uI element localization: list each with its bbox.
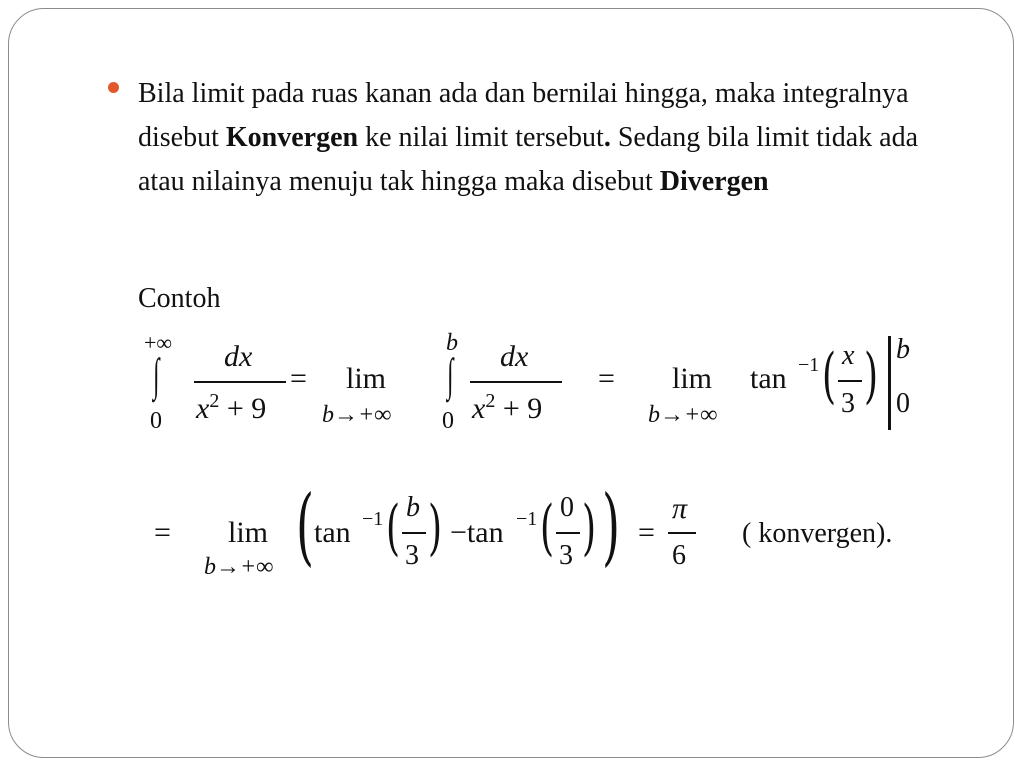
right-paren-b: )	[428, 493, 443, 563]
tan-function: tan	[750, 362, 787, 395]
lim-subscript-2: b→+∞	[648, 402, 718, 428]
frac-x-numerator: x	[842, 340, 855, 371]
bold-period: .	[603, 122, 611, 153]
fraction-denominator-2	[472, 390, 542, 426]
inverse-exponent-2: −1	[362, 508, 384, 530]
bullet-text-part3: Sedang bila limit tidak ada atau nilainya menuju tak hingga maka disebut	[138, 122, 918, 197]
equation-row-2	[150, 477, 940, 586]
example-label: Contoh	[138, 283, 221, 314]
denominator-rest-2: + 9	[495, 392, 543, 425]
lim-label-3: lim	[228, 516, 269, 549]
frac-b-bar	[402, 532, 426, 534]
integral-sign: ∫	[153, 349, 160, 400]
fraction-numerator: dx	[224, 340, 253, 373]
integral-lower-limit: 0	[150, 408, 162, 434]
denominator-x: x	[196, 392, 210, 425]
equals-sign-3: =	[154, 516, 171, 549]
bullet-text	[138, 72, 918, 204]
frac-0-denominator: 3	[559, 540, 573, 571]
equals-sign-1: =	[290, 362, 307, 395]
evaluation-bar	[888, 336, 891, 430]
denominator-x-2: x	[472, 392, 486, 425]
bullet-dot-icon	[108, 82, 119, 93]
integral-lower-limit-2: 0	[442, 408, 454, 434]
tan-function-2: tan	[314, 516, 351, 549]
term-konvergen: Konvergen	[225, 122, 359, 153]
frac-0-bar	[556, 532, 580, 534]
right-paren-0: )	[582, 493, 597, 563]
denominator-exponent: 2	[209, 390, 220, 412]
evaluation-lower: 0	[896, 388, 910, 419]
denominator-rest: + 9	[219, 392, 267, 425]
evaluation-upper: b	[896, 334, 910, 365]
integral-upper-limit: +∞	[144, 330, 173, 355]
inverse-exponent-3: −1	[516, 508, 538, 530]
bullet-text-part2: ke nilai limit tersebut	[358, 122, 604, 153]
left-paren-b: (	[386, 493, 401, 563]
frac-b-numerator: b	[406, 492, 420, 523]
pi-numerator: π	[672, 492, 688, 525]
denominator-exponent-2: 2	[485, 390, 496, 412]
left-paren: (	[822, 341, 837, 411]
integral-upper-b: b	[446, 330, 458, 356]
frac-x-bar	[838, 380, 862, 382]
lim-label-2: lim	[672, 362, 713, 395]
term-divergen: Divergen	[659, 166, 769, 197]
outer-left-paren: (	[296, 477, 315, 575]
frac-0-numerator: 0	[560, 492, 574, 523]
pi-fraction-bar	[668, 532, 696, 534]
lim-subscript-1: b→+∞	[322, 402, 392, 428]
pi-denominator: 6	[672, 540, 686, 571]
fraction-denominator	[196, 390, 266, 426]
frac-b-denominator: 3	[405, 540, 419, 571]
bullet-text-part1: Bila limit pada ruas kanan ada dan bernilai hingga, maka integralnya disebut	[138, 78, 909, 153]
minus-tan: −tan	[450, 516, 504, 549]
fraction-numerator-2: dx	[500, 340, 529, 373]
inverse-exponent: −1	[798, 354, 820, 376]
fraction-bar-2	[470, 381, 562, 383]
equals-sign-2: =	[598, 362, 615, 395]
left-paren-0: (	[540, 493, 555, 563]
outer-right-paren: )	[602, 477, 621, 575]
konvergen-note: ( konvergen).	[742, 518, 893, 549]
lim-label-1: lim	[346, 362, 387, 395]
fraction-bar	[194, 381, 286, 383]
frac-x-denominator: 3	[841, 388, 855, 419]
equals-sign-4: =	[638, 516, 655, 549]
integral-sign-2: ∫	[447, 349, 454, 400]
equation-row-1	[138, 330, 928, 440]
lim-subscript-3: b→+∞	[204, 554, 274, 580]
right-paren: )	[864, 341, 879, 411]
